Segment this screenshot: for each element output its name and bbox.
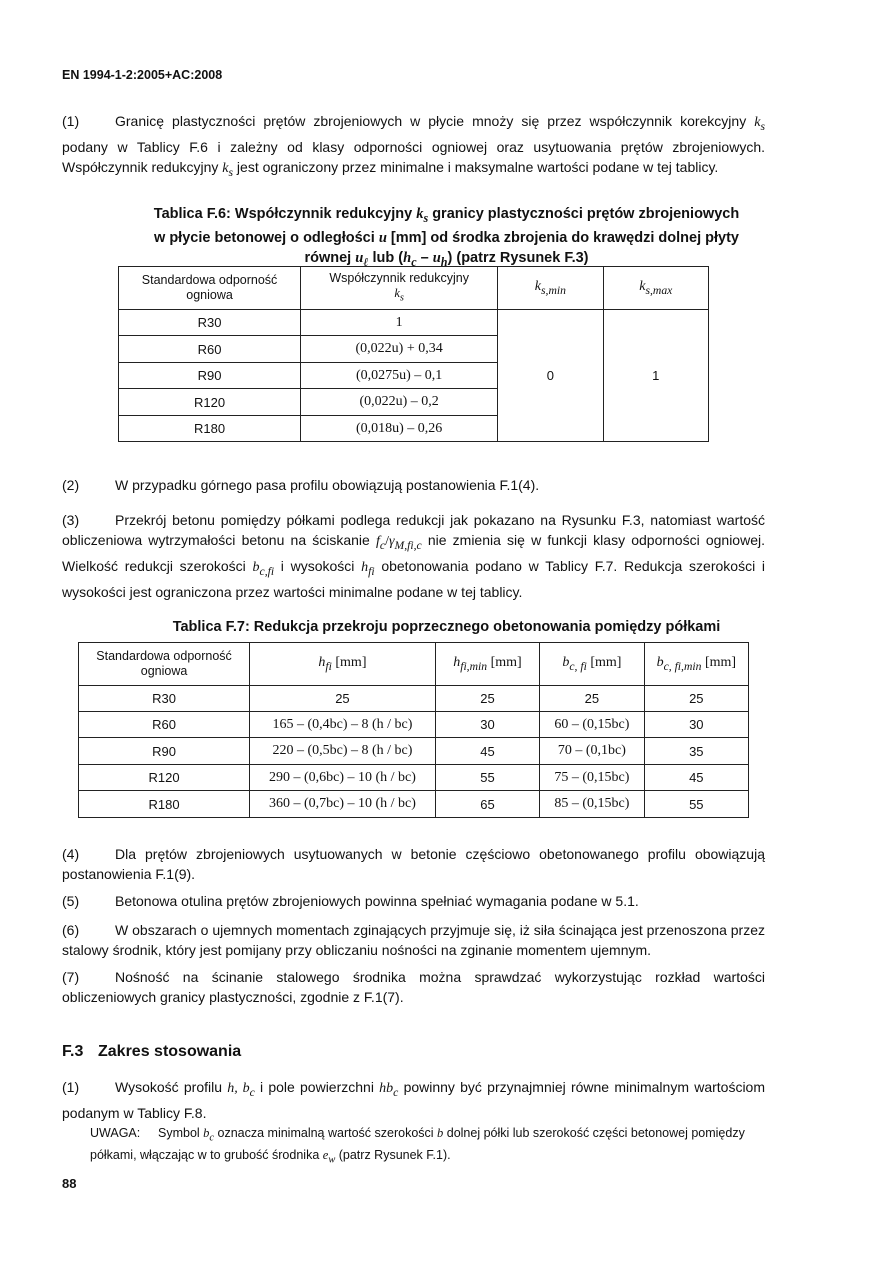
symbol-sub: c,fi [259, 564, 275, 578]
cell-class: R180 [119, 416, 301, 442]
cell-class: R60 [119, 336, 301, 363]
caption-text: lub ( [368, 249, 404, 266]
header-unit: [mm] [701, 654, 737, 670]
cell-ks: 1 [301, 310, 498, 336]
cell-ks: (0,018u) – 0,26 [301, 416, 498, 442]
note-text: dolnej półki lub szerokość części betonowej pomiędzy półkami, włączając w to grubość środnika [90, 1126, 745, 1162]
cell-class: R30 [79, 686, 250, 712]
symbol-k: k [416, 206, 424, 222]
cell-hfi-min: 65 [435, 791, 539, 818]
cell-ks: (0,0275u) – 0,1 [301, 363, 498, 389]
paragraph-number: (1) [62, 1079, 80, 1095]
table-row [79, 686, 749, 712]
paragraph-5 [62, 891, 765, 911]
para-text: jest ograniczony przez minimalne i maksymalne wartości podane w tej tablicy. [233, 158, 719, 175]
para-text: nie zmienia się w funkcji klasy odporności ogniowej. Wielkość redukcji szerokości [62, 532, 765, 574]
para-text: Przekrój betonu pomiędzy półkami podlega redukcji jak pokazano na Rysunku F.3, natomiast wartość obliczeniowa wytrzymałości betonu na ściskanie [62, 512, 765, 548]
section-title: Zakres stosowania [98, 1043, 242, 1060]
symbol-comma: , [234, 1081, 243, 1096]
symbol-k: k [394, 285, 400, 300]
paragraph-8 [62, 1077, 765, 1123]
cell-hfi: 290 – (0,6bc) – 10 (h / bc) [250, 765, 436, 791]
symbol-sub: s [228, 165, 234, 179]
caption-text: ) (patrz Rysunek F.3) [447, 249, 589, 266]
caption-text: – [416, 249, 433, 266]
symbol-sub: fi [325, 659, 332, 673]
symbol-h: h [361, 559, 369, 575]
symbol-e: e [322, 1147, 329, 1162]
cell-class: R90 [119, 363, 301, 389]
cell-hfi: 220 – (0,5bc) – 8 (h / bc) [250, 738, 436, 765]
header-unit: [mm] [331, 654, 367, 670]
symbol-sub: ℓ [363, 254, 369, 269]
table-f7-caption: Tablica F.7: Redukcja przekroju poprzecznego obetonowania pomiędzy półkami [172, 619, 721, 635]
cell-bcfi-min: 30 [644, 712, 748, 738]
note-text: (patrz Rysunek F.1). [335, 1147, 451, 1162]
symbol-sub: c [393, 1085, 399, 1099]
cell-hfi-min: 25 [435, 686, 539, 712]
paragraph-number: (2) [62, 477, 80, 493]
symbol-sub: s,min [541, 283, 566, 297]
symbol-b: b [242, 1081, 250, 1096]
document-header: EN 1994-1-2:2005+AC:2008 [62, 68, 223, 82]
cell-hfi: 25 [250, 686, 436, 712]
symbol-sub: s [399, 292, 404, 304]
header-ks-min [498, 267, 603, 310]
symbol-sub: M,fi,c [394, 538, 422, 552]
paragraph-number: (7) [62, 969, 80, 985]
para-text: i wysokości [274, 557, 362, 574]
paragraph-1 [62, 111, 765, 183]
table-f6 [118, 266, 709, 442]
symbol-u: u [355, 249, 364, 266]
symbol-h: h [403, 249, 412, 266]
note-label: UWAGA: [90, 1126, 141, 1140]
para-text: Nośność na ścinanie stalowego środnika można sprawdzać wykorzystując rozkład wartości obliczeniowych granicy plastyczności, zgodnie z F.1(7). [62, 969, 765, 1005]
symbol-b: b [437, 1126, 444, 1140]
paragraph-number: (5) [62, 893, 80, 909]
paragraph-number: (1) [62, 113, 80, 129]
symbol-sub: fi,min [460, 659, 488, 673]
symbol-b: b [656, 654, 664, 670]
table-row [79, 738, 749, 765]
page-number: 88 [62, 1176, 77, 1191]
header-text: Standardowa odporność ogniowa [141, 273, 278, 302]
symbol-gamma: γ [388, 534, 395, 549]
symbol-b: b [562, 654, 570, 670]
symbol-b: b [252, 559, 260, 575]
header-unit: [mm] [586, 654, 622, 670]
cell-bcfi: 85 – (0,15bc) [540, 791, 644, 818]
symbol-sub: c [249, 1085, 255, 1099]
para-text: Betonowa otulina prętów zbrojeniowych powinna spełniać wymagania podane w 5.1. [115, 893, 639, 909]
cell-ks: (0,022u) – 0,2 [301, 389, 498, 416]
symbol-k: k [222, 160, 229, 176]
para-text: W obszarach o ujemnych momentach zginających przyjmuje się, iż siła ścinająca jest przenoszona przez stalowy środnik, który jest pomijany przy obliczaniu nośności na zginanie momentem ujemnym. [62, 922, 765, 958]
caption-text: w płycie betonowej o odległości [154, 229, 379, 246]
cell-bcfi: 25 [540, 686, 644, 712]
cell-bcfi-min: 45 [644, 765, 748, 791]
symbol-hb: hb [379, 1081, 394, 1096]
symbol-k: k [754, 115, 761, 130]
cell-ks-min: 0 [498, 310, 603, 442]
para-text: W przypadku górnego pasa profilu obowiązują postanowienia F.1(4). [115, 477, 540, 493]
header-fire-resistance: Standardowa odporność ogniowa [79, 643, 250, 686]
cell-class: R120 [79, 765, 250, 791]
cell-hfi: 360 – (0,7bc) – 10 (h / bc) [250, 791, 436, 818]
cell-hfi-min: 55 [435, 765, 539, 791]
cell-class: R90 [79, 738, 250, 765]
cell-hfi: 165 – (0,4bc) – 8 (h / bc) [250, 712, 436, 738]
symbol-b: b [203, 1126, 210, 1140]
cell-bcfi: 75 – (0,15bc) [540, 765, 644, 791]
symbol-h: h [318, 654, 326, 670]
symbol-sub: s [760, 119, 765, 133]
symbol-sub: s [423, 210, 429, 225]
symbol-u: u [378, 229, 387, 246]
header-reduction-factor [301, 267, 498, 310]
table-row [119, 310, 709, 336]
para-text: Dla prętów zbrojeniowych usytuowanych w betonie częściowo obetonowanego profilu obowiązują postanowienia F.1(9). [62, 846, 765, 882]
section-number: F.3 [62, 1043, 84, 1060]
header-ks-max [603, 267, 708, 310]
header-bcfi-min [644, 643, 748, 686]
cell-class: R180 [79, 791, 250, 818]
caption-text: [mm] od środka zbrojenia do krawędzi dolnej płyty [386, 229, 739, 246]
cell-ks-max: 1 [603, 310, 708, 442]
para-text: Wysokość profilu [115, 1079, 228, 1095]
note-text: oznacza minimalną wartość szerokości [214, 1126, 438, 1140]
paragraph-number: (6) [62, 922, 80, 938]
header-hfi-min [435, 643, 539, 686]
cell-hfi-min: 30 [435, 712, 539, 738]
symbol-f: f [375, 534, 380, 549]
cell-bcfi: 60 – (0,15bc) [540, 712, 644, 738]
symbol-sub: s,max [645, 283, 673, 297]
symbol-sub: w [328, 1154, 336, 1165]
paragraph-2 [62, 475, 765, 495]
symbol-sub: c, fi [569, 659, 587, 673]
caption-text: równej [304, 249, 356, 266]
table-header-row [119, 267, 709, 310]
table-f6-caption [100, 204, 793, 272]
header-hfi [250, 643, 436, 686]
symbol-u: u [432, 249, 441, 266]
symbol-sub: c [209, 1132, 215, 1144]
header-unit: [mm] [487, 654, 522, 670]
cell-ks: (0,022u) + 0,34 [301, 336, 498, 363]
cell-bcfi-min: 25 [644, 686, 748, 712]
symbol-sub: c, fi,min [663, 659, 702, 673]
symbol-sub: c [411, 254, 417, 269]
header-text: Współczynnik redukcyjny [329, 270, 469, 285]
cell-class: R60 [79, 712, 250, 738]
symbol-sub: c [379, 538, 386, 552]
note [90, 1125, 768, 1168]
paragraph-number: (4) [62, 846, 80, 862]
symbol-h: h [453, 654, 461, 670]
cell-bcfi-min: 35 [644, 738, 748, 765]
para-text: Granicę plastyczności prętów zbrojeniowych w płycie mnoży się przez współczynnik korekcyjny [115, 113, 755, 129]
cell-bcfi-min: 55 [644, 791, 748, 818]
para-text: podany w Tablicy F.6 i zależny od klasy odporności ogniowej oraz usytuowania prętów zbrojeniowych. Współczynnik redukcyjny [62, 138, 765, 175]
symbol-sub: fi [368, 564, 375, 578]
symbol-k: k [639, 278, 646, 294]
symbol-k: k [534, 278, 541, 294]
header-bcfi [540, 643, 644, 686]
symbol-slash: / [385, 534, 389, 549]
paragraph-4 [62, 844, 765, 884]
table-row [79, 765, 749, 791]
cell-bcfi: 70 – (0,1bc) [540, 738, 644, 765]
cell-class: R30 [119, 310, 301, 336]
para-text: i pole powierzchni [254, 1079, 380, 1095]
cell-class: R120 [119, 389, 301, 416]
symbol-sub: h [440, 254, 448, 269]
symbol-h: h [227, 1081, 235, 1096]
caption-text: granicy plastyczności prętów zbrojeniowych [428, 206, 740, 222]
table-row [79, 712, 749, 738]
paragraph-3 [62, 510, 765, 602]
note-text: Symbol [158, 1126, 204, 1140]
paragraph-number: (3) [62, 512, 80, 528]
table-header-row [79, 643, 749, 686]
cell-hfi-min: 45 [435, 738, 539, 765]
para-text: obetonowania podano w Tablicy F.7. Redukcja szerokości i wysokości jest ograniczona przez wartości minimalne podane w tej tablicy. [62, 557, 765, 600]
table-f7 [78, 642, 749, 818]
section-heading [62, 1043, 241, 1061]
table-row [79, 791, 749, 818]
para-text: powinny być przynajmniej równe minimalnym wartościom podanym w Tablicy F.8. [62, 1079, 766, 1121]
paragraph-7 [62, 967, 765, 1007]
paragraph-6 [62, 920, 765, 960]
caption-text: Tablica F.6: Współczynnik redukcyjny [153, 206, 417, 222]
header-fire-resistance [119, 267, 301, 310]
